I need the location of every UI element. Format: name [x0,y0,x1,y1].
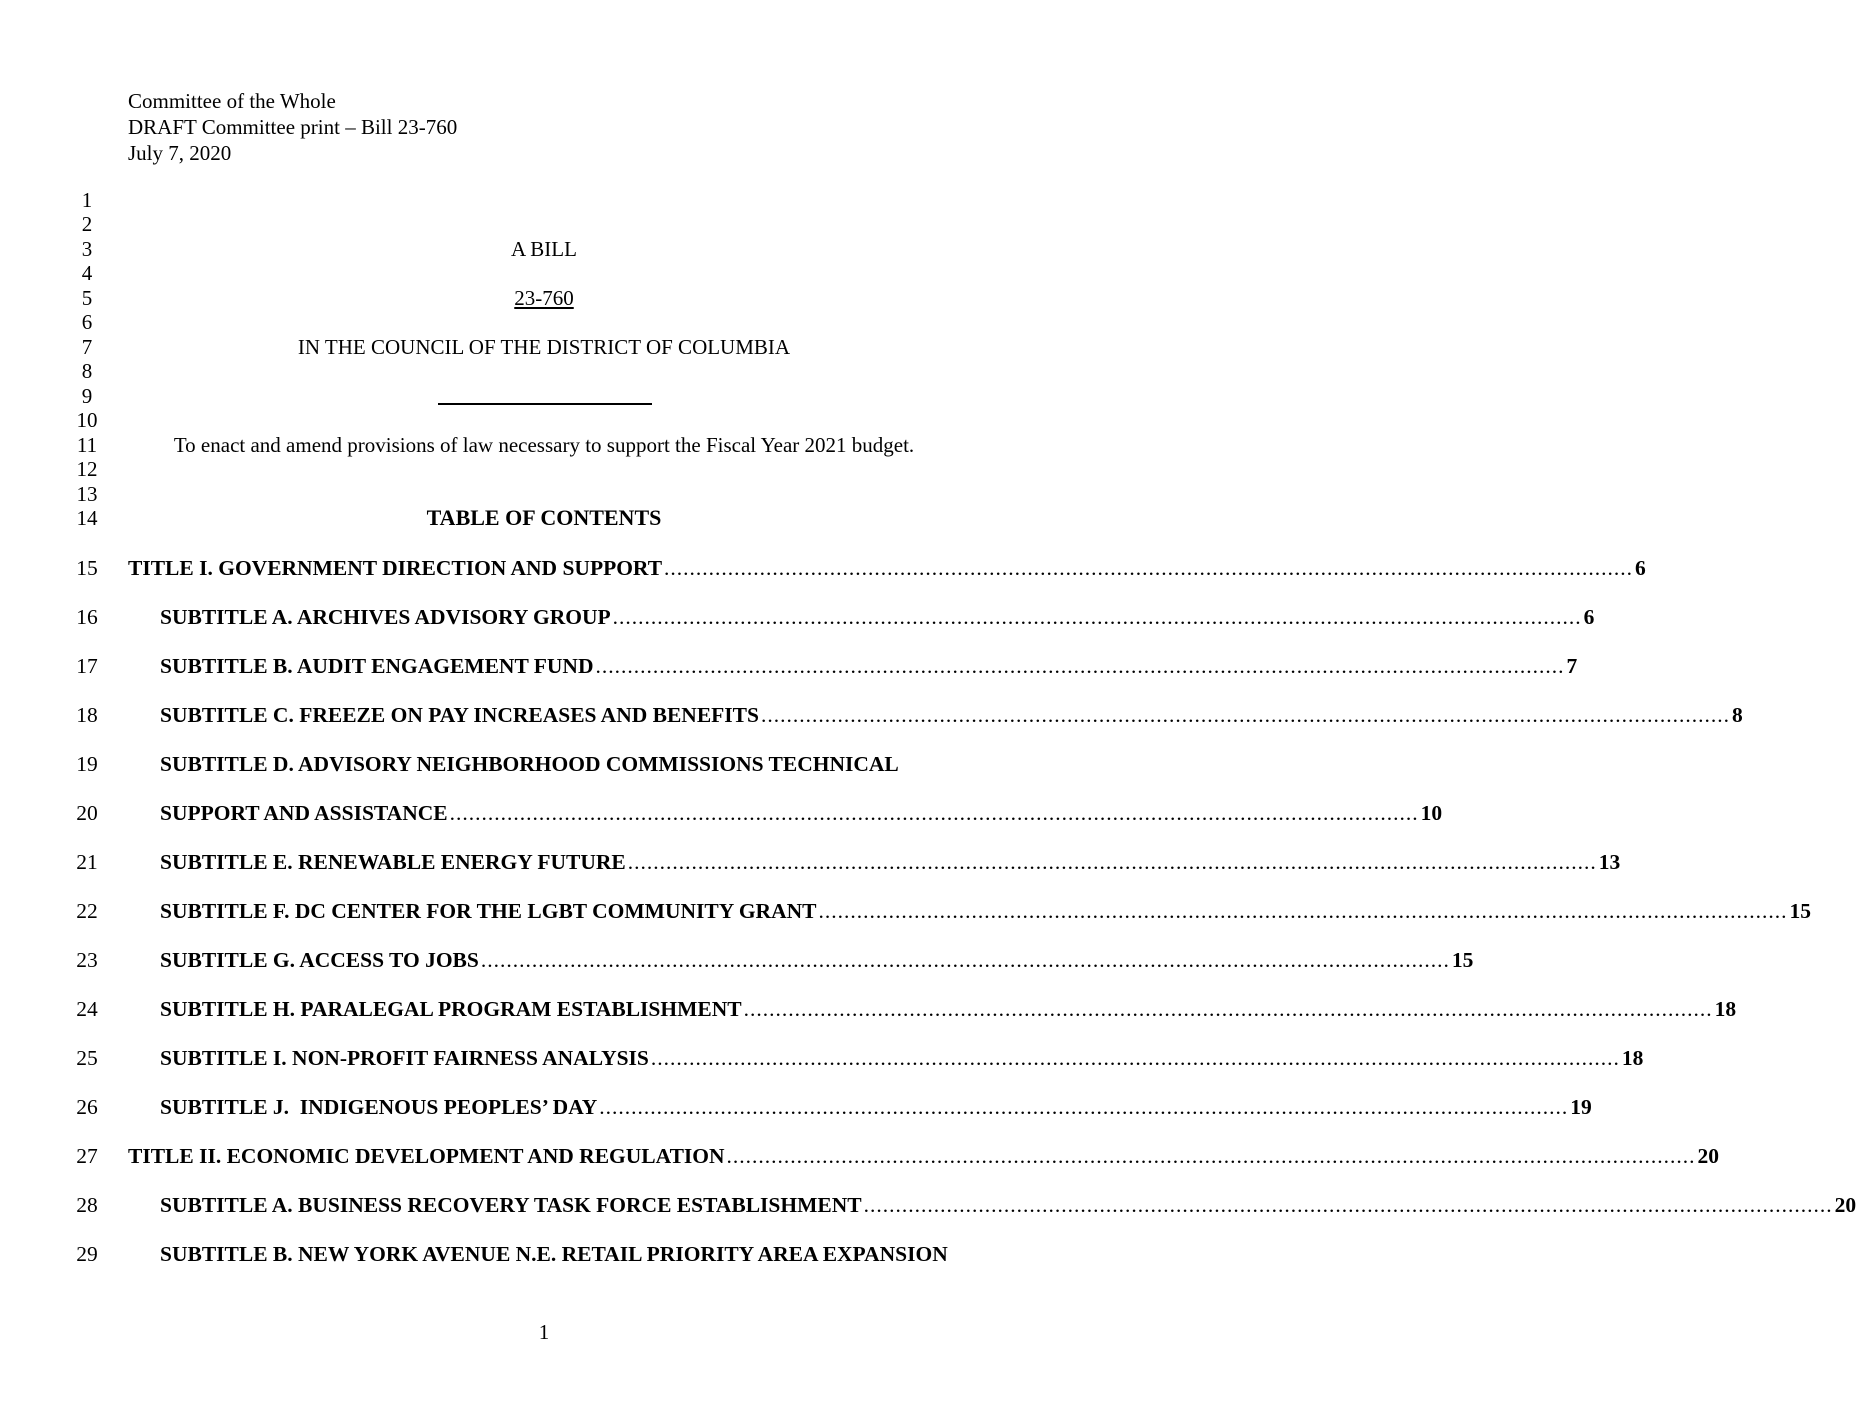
dot-leader: ........................................................................................................................................................ [595,654,1565,678]
dot-leader: ........................................................................................................................................................ [863,1193,1833,1217]
toc-entry-title: TITLE II. ECONOMIC DEVELOPMENT AND REGULATION [128,1144,725,1168]
dot-leader: ........................................................................................................................................................ [818,899,1788,923]
toc-entry-title: TITLE I. GOVERNMENT DIRECTION AND SUPPORT [128,556,663,580]
toc-entry-title: SUBTITLE A. BUSINESS RECOVERY TASK FORCE ESTABLISHMENT [160,1193,862,1217]
line-number: 24 [76,997,98,1021]
line-number: 26 [76,1095,98,1119]
toc-entry-page: 15 [1789,899,1811,923]
line-number: 19 [76,752,98,776]
line-number: 17 [76,654,98,678]
line-number: 11 [76,433,98,457]
line-number: 1 [81,188,93,212]
toc-entry-title: SUPPORT AND ASSISTANCE [160,801,448,825]
line-number: 6 [81,310,93,334]
line-number: 14 [76,506,98,530]
line-number: 27 [76,1144,98,1168]
dot-leader: ........................................................................................................................................................ [760,703,1730,727]
toc-entry-page: 20 [1834,1193,1856,1217]
line-number: 16 [76,605,98,629]
document-header [128,88,457,166]
line-number: 9 [81,384,93,408]
dot-leader: ........................................................................................................................................................ [480,948,1450,972]
toc-entry[interactable] [160,801,1443,825]
toc-title: TABLE OF CONTENTS [426,505,662,530]
toc-entry-title: SUBTITLE F. DC CENTER FOR THE LGBT COMMUNITY GRANT [160,899,817,923]
toc-entry[interactable] [160,899,1811,923]
line-number: 20 [76,801,98,825]
page-number: 1 [538,1320,550,1344]
bill-purpose: To enact and amend provisions of law necessary to support the Fiscal Year 2021 budget. [173,433,915,457]
toc-entry[interactable] [160,752,960,776]
toc-entry-title: SUBTITLE J. INDIGENOUS PEOPLES’ DAY [160,1095,598,1119]
toc-entry-page: 19 [1570,1095,1592,1119]
toc-entry-page: 15 [1451,948,1474,972]
line-number: 7 [81,335,93,359]
line-number: 12 [76,457,98,481]
line-number: 15 [76,556,98,580]
toc-entry[interactable] [128,556,1646,580]
line-number: 8 [81,359,93,383]
line-number: 21 [76,850,98,874]
toc-entry[interactable] [128,1144,1720,1168]
document-date: July 7, 2020 [128,141,232,165]
line-number: 13 [76,482,98,506]
toc-entry-page: 18 [1714,997,1737,1021]
toc-entry-title: SUBTITLE G. ACCESS TO JOBS [160,948,479,972]
toc-entry-page: 18 [1621,1046,1644,1070]
toc-entry-title: SUBTITLE E. RENEWABLE ENERGY FUTURE [160,850,626,874]
dot-leader: ........................................................................................................................................................ [650,1046,1620,1070]
dot-leader: ........................................................................................................................................................ [743,997,1713,1021]
toc-entry-page: 10 [1420,801,1443,825]
toc-entry[interactable] [160,654,1578,678]
toc-entry-title: SUBTITLE B. AUDIT ENGAGEMENT FUND [160,654,594,678]
dot-leader: ........................................................................................................................................................ [612,605,1582,629]
toc-entry-title: SUBTITLE C. FREEZE ON PAY INCREASES AND BENEFITS [160,703,759,727]
signature-rule [438,403,652,405]
committee-name: Committee of the Whole [128,89,336,113]
dot-leader: ........................................................................................................................................................ [664,556,1634,580]
toc-entry[interactable] [160,605,1595,629]
dot-leader: ........................................................................................................................................................ [599,1095,1569,1119]
line-number: 29 [76,1242,98,1266]
toc-entry-title: SUBTITLE B. NEW YORK AVENUE N.E. RETAIL PRIORITY AREA EXPANSION [160,1242,948,1266]
council-heading: IN THE COUNCIL OF THE DISTRICT OF COLUMBIA [297,335,791,359]
toc-entry[interactable] [160,997,1737,1021]
line-number: 23 [76,948,98,972]
toc-entry-title: SUBTITLE A. ARCHIVES ADVISORY GROUP [160,605,611,629]
toc-entry-page: 6 [1583,605,1595,629]
toc-entry-page: 13 [1598,850,1621,874]
toc-entry[interactable] [160,948,1474,972]
toc-entry-page: 20 [1697,1144,1720,1168]
line-number: 25 [76,1046,98,1070]
dot-leader: ........................................................................................................................................................ [449,801,1419,825]
bill-number: 23-760 [514,286,574,310]
toc-entry-title: SUBTITLE D. ADVISORY NEIGHBORHOOD COMMISSIONS TECHNICAL [160,752,899,776]
dot-leader: ........................................................................................................................................................ [726,1144,1696,1168]
line-number: 2 [81,212,93,236]
toc-entry-page: 7 [1566,654,1578,678]
toc-entry-page: 6 [1635,556,1646,580]
toc-entry[interactable] [160,1242,960,1266]
line-number: 22 [76,899,98,923]
bill-heading: A BILL [511,237,577,261]
toc-entry[interactable] [160,703,1743,727]
toc-entry[interactable] [160,1095,1592,1119]
line-number: 28 [76,1193,98,1217]
toc-entry[interactable] [160,1193,1856,1217]
toc-entry[interactable] [160,850,1621,874]
toc-entry-title: SUBTITLE I. NON-PROFIT FAIRNESS ANALYSIS [160,1046,649,1070]
dot-leader: ........................................................................................................................................................ [627,850,1597,874]
bill-number-row [128,287,960,309]
line-number: 3 [81,237,93,261]
toc-entry[interactable] [160,1046,1644,1070]
draft-print-label: DRAFT Committee print – Bill 23-760 [128,115,458,139]
line-number: 4 [81,261,93,285]
toc-entry-page: 8 [1731,703,1743,727]
toc-entry-title: SUBTITLE H. PARALEGAL PROGRAM ESTABLISHMENT [160,997,742,1021]
line-number: 18 [76,703,98,727]
line-number: 10 [76,408,98,432]
line-number: 5 [81,286,93,310]
